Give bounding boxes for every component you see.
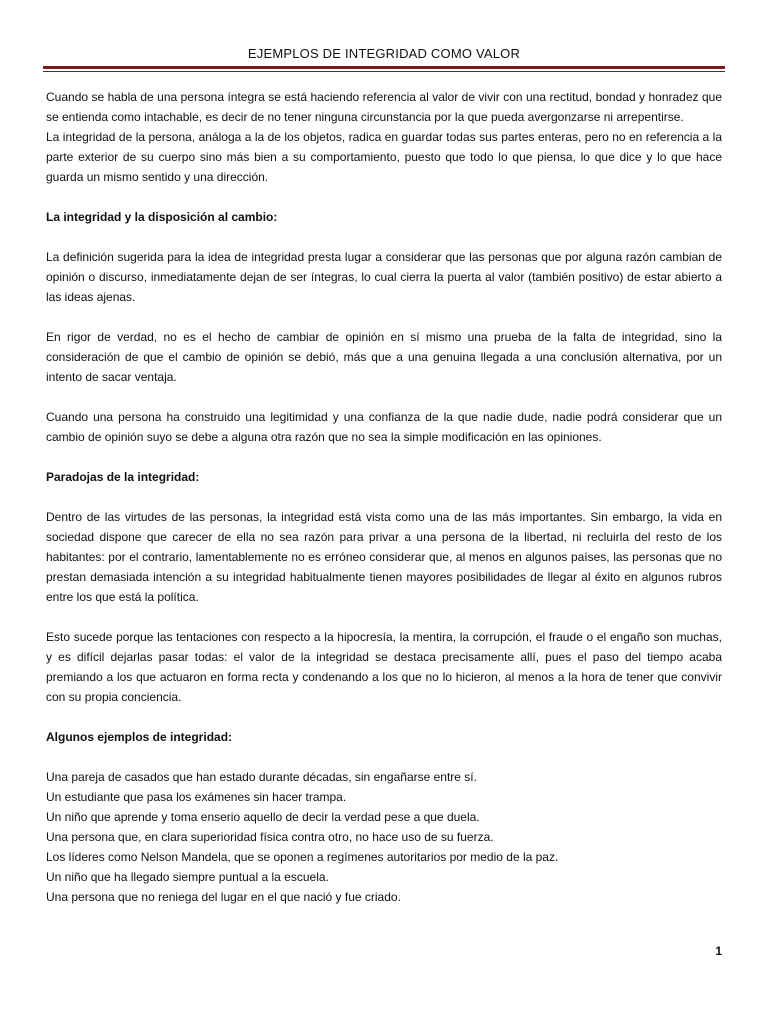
intro-paragraph: La integridad de la persona, análoga a la de los objetos, radica en guardar todas sus partes enteras, pero no en referencia a la parte exterior de su cuerpo sino más bien a su comportamiento, puesto que todo lo que piensa, lo que dice y lo que hace guarda un mismo sentido y una dirección. bbox=[46, 130, 722, 184]
example-item: Una persona que no reniega del lugar en el que nació y fue criado. bbox=[46, 890, 401, 904]
paragraph-gap bbox=[46, 747, 722, 767]
paragraph-gap bbox=[46, 307, 722, 327]
section-heading: Paradojas de la integridad: bbox=[46, 470, 200, 484]
body-paragraph: Esto sucede porque las tentaciones con respecto a la hipocresía, la mentira, la corrupción, el fraude o el engaño son muchas, y es difícil dejarlas pasar todas: el valor de la integridad se destaca precisamente allí, pues el paso del tiempo acaba premiando a los que actuaron en forma recta y condenando a los que no lo hicieron, al menos a la hora de tener que convivir con su propia conciencia. bbox=[46, 630, 722, 704]
paragraph-gap bbox=[46, 707, 722, 727]
intro-paragraph: Cuando se habla de una persona íntegra se está haciendo referencia al valor de vivir con una rectitud, bondad y honradez que se entienda como intachable, es decir de no tener ninguna circunstancia por la que pueda avergonzarse ni arrepentirse. bbox=[46, 90, 722, 124]
example-item: Un niño que ha llegado siempre puntual a la escuela. bbox=[46, 870, 329, 884]
example-item: Los líderes como Nelson Mandela, que se oponen a regímenes autoritarios por medio de la paz. bbox=[46, 850, 559, 864]
example-item: Un niño que aprende y toma enserio aquello de decir la verdad pese a que duela. bbox=[46, 810, 480, 824]
example-item: Una persona que, en clara superioridad física contra otro, no hace uso de su fuerza. bbox=[46, 830, 494, 844]
body-paragraph: Cuando una persona ha construido una legitimidad y una confianza de la que nadie dude, nadie podrá considerar que un cambio de opinión suyo se debe a alguna otra razón que no sea la simple modificación en las opiniones. bbox=[46, 410, 722, 444]
paragraph-gap bbox=[46, 447, 722, 467]
paragraph-gap bbox=[46, 487, 722, 507]
page-number: 1 bbox=[715, 944, 722, 958]
body-paragraph: La definición sugerida para la idea de integridad presta lugar a considerar que las personas que por alguna razón cambian de opinión o discurso, inmediatamente dejan de ser íntegras, lo cual cierra la puerta al valor (también positivo) de estar abierto a las ideas ajenas. bbox=[46, 250, 722, 304]
title-rule-thin bbox=[43, 71, 725, 72]
example-item: Un estudiante que pasa los exámenes sin hacer trampa. bbox=[46, 790, 347, 804]
paragraph-gap bbox=[46, 607, 722, 627]
body-paragraph: En rigor de verdad, no es el hecho de cambiar de opinión en sí mismo una prueba de la falta de integridad, sino la consideración de que el cambio de opinión se debió, más que a una genuina llegada a una conclusión alternativa, por un intento de sacar ventaja. bbox=[46, 330, 722, 384]
example-item: Una pareja de casados que han estado durante décadas, sin engañarse entre sí. bbox=[46, 770, 477, 784]
document-title: EJEMPLOS DE INTEGRIDAD COMO VALOR bbox=[247, 46, 521, 61]
document-body bbox=[46, 87, 722, 907]
paragraph-gap bbox=[46, 187, 722, 207]
section-heading: Algunos ejemplos de integridad: bbox=[46, 730, 233, 744]
paragraph-gap bbox=[46, 227, 722, 247]
body-paragraph: Dentro de las virtudes de las personas, la integridad está vista como una de las más importantes. Sin embargo, la vida en sociedad dispone que carecer de ella no sea razón para privar a una persona de la libertad, ni recluirla del resto de los habitantes: por el contrario, lamentablemente no es erróneo considerar que, al menos en algunos países, las personas que no prestan demasiada intención a su integridad habitualmente tienen mayores posibilidades de llegar al éxito en algunos rubros entre los que está la política. bbox=[46, 510, 722, 604]
paragraph-gap bbox=[46, 387, 722, 407]
title-rule-thick bbox=[43, 66, 725, 69]
section-heading: La integridad y la disposición al cambio: bbox=[46, 210, 278, 224]
